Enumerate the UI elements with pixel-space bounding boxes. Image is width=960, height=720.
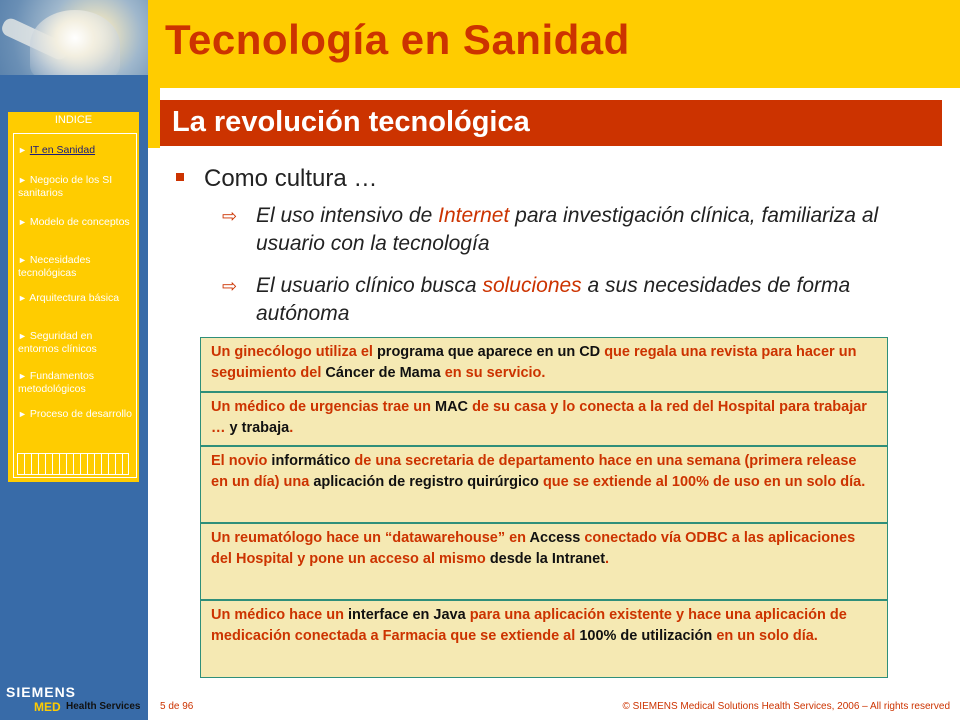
case-keyword: interface en Java	[347, 607, 470, 623]
index-item-label: IT en Sanidad	[29, 144, 96, 156]
index-item-label: Proceso de desarrollo	[29, 408, 132, 420]
sub-bullet-text	[256, 202, 912, 258]
sub-bullet-text	[256, 272, 912, 328]
square-bullet-icon	[176, 173, 184, 181]
copyright-text: © SIEMENS Medical Solutions Health Services, 2006 – All rights reserved	[622, 701, 950, 712]
case-text: conectado vía ODBC a las aplicaciones del Hospital y pone un acceso al mismo	[211, 530, 856, 567]
index-item-modelo[interactable]	[18, 216, 136, 229]
case-keyword: MAC	[435, 399, 473, 415]
case-text: de su casa y lo conecta a la red del Hospital para trabajar …	[211, 399, 867, 436]
med-logo-text: MED	[34, 700, 61, 714]
case-keyword: informático	[271, 453, 355, 469]
text-part: El usuario clínico busca	[256, 274, 483, 297]
index-item-label: Fundamentos metodológicos	[18, 370, 95, 395]
case-keyword: aplicación de registro quirúrgico	[313, 474, 543, 490]
index-progress-ruler	[17, 453, 129, 475]
index-item-arquitectura[interactable]	[18, 292, 136, 305]
case-text: .	[605, 551, 610, 567]
index-item-seguridad[interactable]	[18, 330, 136, 356]
triangle-right-icon: ►	[18, 217, 27, 227]
index-item-label: Negocio de los SI sanitarios	[18, 174, 113, 199]
case-keyword: Cáncer de Mama	[325, 365, 445, 381]
index-item-proceso[interactable]	[18, 408, 136, 421]
case-box-informatico	[200, 446, 888, 523]
highlight-internet: Internet	[438, 204, 510, 227]
index-item-label: Seguridad en entornos clínicos	[18, 330, 97, 355]
case-text: en su servicio.	[444, 365, 546, 381]
triangle-right-icon: ►	[18, 409, 27, 419]
index-item-label: Necesidades tecnológicas	[18, 254, 91, 279]
case-box-urgencias	[200, 392, 888, 446]
case-text: .	[289, 420, 294, 436]
outline-arrow-icon: ⇨	[222, 206, 238, 226]
main-bullet-text: Como cultura …	[204, 165, 378, 192]
sub-bullet-internet	[222, 202, 912, 258]
health-services-text: Health Services	[66, 701, 141, 712]
case-box-ginecologo	[200, 337, 888, 392]
header-photo	[0, 0, 148, 75]
case-keyword: programa que aparece en un CD	[376, 344, 605, 360]
case-text: El novio	[211, 453, 272, 469]
index-item-label: Arquitectura básica	[29, 292, 120, 304]
case-keyword: 100% de utilización	[579, 628, 717, 644]
page-title: Tecnología en Sanidad	[165, 16, 630, 63]
case-text: para una aplicación existente y hace una aplicación de medicación conectada a Farmacia que se extiende al	[211, 607, 847, 644]
case-box-reumatologo	[200, 523, 888, 600]
index-item-it-en-sanidad[interactable]	[18, 144, 136, 157]
triangle-right-icon: ►	[18, 331, 27, 341]
case-text: que regala una revista para hacer un seguimiento del	[211, 344, 857, 381]
case-text: Un médico hace un	[211, 607, 348, 623]
index-heading: INDICE	[54, 114, 93, 126]
section-subtitle: La revolución tecnológica	[172, 106, 530, 138]
case-box-java	[200, 600, 888, 678]
outline-arrow-icon: ⇨	[222, 276, 238, 296]
index-item-label: Modelo de conceptos	[29, 216, 130, 228]
index-item-necesidades[interactable]	[18, 254, 136, 280]
triangle-right-icon: ►	[18, 175, 27, 185]
triangle-right-icon: ►	[18, 371, 27, 381]
case-text: en un solo día.	[716, 628, 818, 644]
triangle-right-icon: ►	[18, 145, 27, 155]
case-text: Un reumatólogo hace un “datawarehouse” en	[211, 530, 530, 546]
case-text: que se extiende al 100% de uso en un solo día.	[542, 474, 866, 490]
case-keyword: desde la Intranet	[489, 551, 606, 567]
siemens-logo-text: SIEMENS	[6, 684, 77, 700]
text-part: a sus necesidades de forma autónoma	[256, 274, 851, 325]
highlight-soluciones: soluciones	[482, 274, 582, 297]
triangle-right-icon: ►	[18, 293, 27, 303]
page-number: 5 de 96	[160, 701, 194, 712]
case-text: Un ginecólogo utiliza el	[211, 344, 377, 360]
title-bar-notch	[148, 88, 160, 148]
main-bullet	[176, 165, 377, 193]
case-text: Un médico de urgencias trae un	[211, 399, 435, 415]
case-keyword: Access	[529, 530, 585, 546]
case-text: de una secretaria de departamento hace en una semana (primera release en un día) una	[211, 453, 857, 490]
triangle-right-icon: ►	[18, 255, 27, 265]
photo-hands-light	[30, 10, 120, 75]
index-item-fundamentos[interactable]	[18, 370, 136, 396]
sub-bullet-soluciones	[222, 272, 912, 328]
text-part: El uso intensivo de	[256, 204, 439, 227]
case-keyword: y trabaja	[229, 420, 290, 436]
index-item-negocio[interactable]	[18, 174, 136, 200]
text-part: para investigación clínica, familiariza al usuario con la tecnología	[256, 204, 879, 255]
